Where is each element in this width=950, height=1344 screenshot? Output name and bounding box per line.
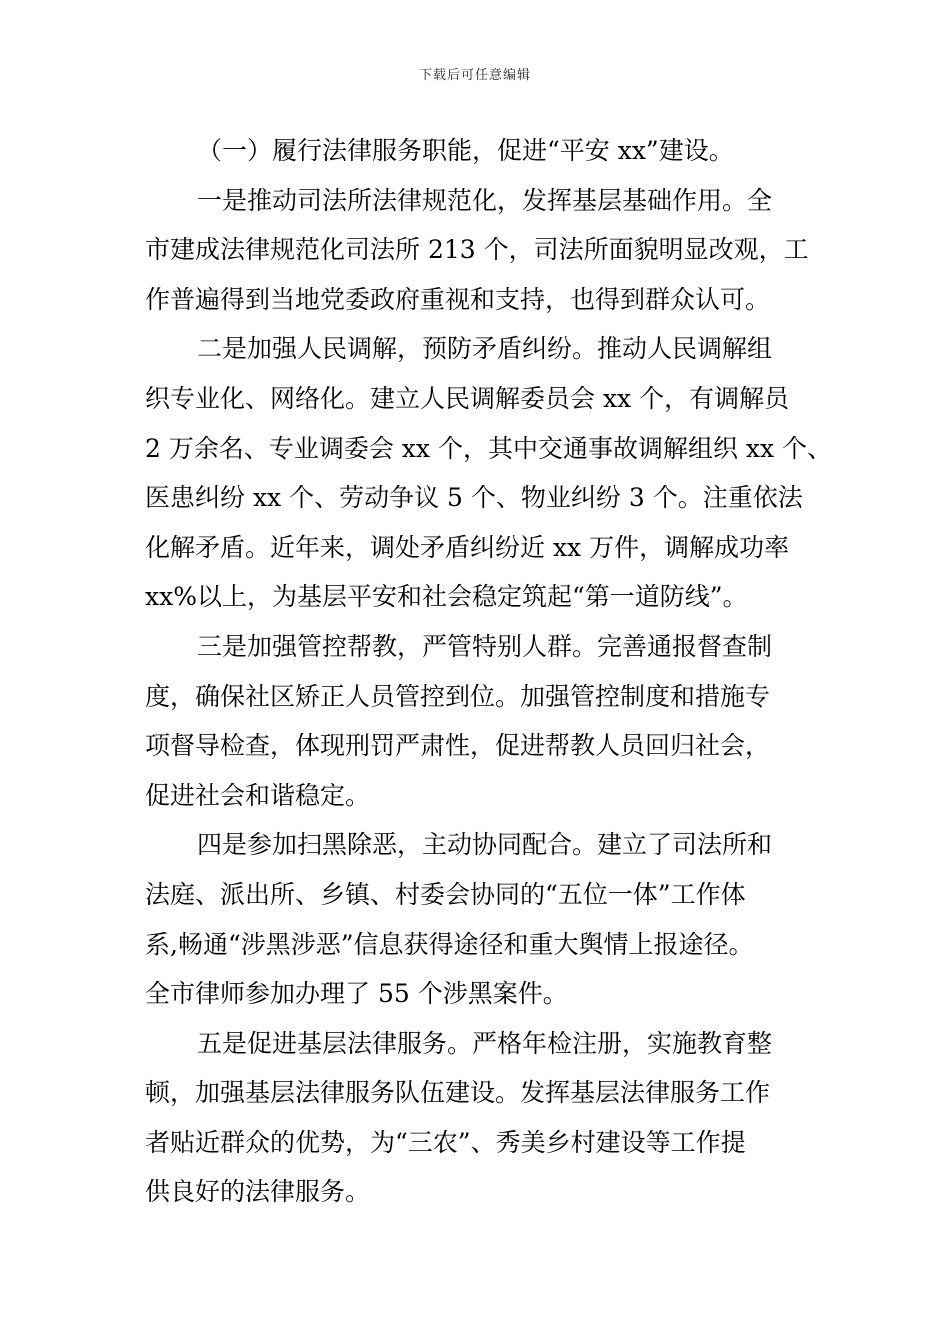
line-16: 法庭、派出所、乡镇、村委会协同的“五位一体”工作体 xyxy=(145,879,746,909)
line-5: 二是加强人民调解，预防矛盾纠纷。推动人民调解组 xyxy=(197,334,773,364)
line-15: 四是参加扫黑除恶，主动协同配合。建立了司法所和 xyxy=(197,830,773,860)
line-22: 供良好的法律服务。 xyxy=(145,1177,371,1207)
line-6: 织专业化、网络化。建立人民调解委员会 xx 个，有调解员 xyxy=(145,383,790,413)
line-17: 系,畅通“涉黑涉恶”信息获得途径和重大舆情上报途径。 xyxy=(145,929,754,959)
line-3: 市建成法律规范化司法所 213 个，司法所面貌明显改观，工 xyxy=(145,235,809,265)
line-20: 顿，加强基层法律服务队伍建设。发挥基层法律服务工作 xyxy=(145,1078,771,1108)
line-10: xx%以上，为基层平安和社会稳定筑起“第一道防线”。 xyxy=(145,582,748,612)
line-4: 作普遍得到当地党委政府重视和支持，也得到群众认可。 xyxy=(145,284,771,314)
line-12: 度，确保社区矫正人员管控到位。加强管控制度和措施专 xyxy=(145,681,771,711)
line-21: 者贴近群众的优势，为“三农”、秀美乡村建设等工作提 xyxy=(145,1127,746,1157)
line-7: 2 万余名、专业调委会 xx 个，其中交通事故调解组织 xx 个、 xyxy=(145,433,833,463)
document-body xyxy=(145,126,833,1217)
line-8: 医患纠纷 xx 个、劳动争议 5 个、物业纠纷 3 个。注重依法 xyxy=(145,483,803,513)
line-1: （一）履行法律服务职能，促进“平安 xx”建设。 xyxy=(197,136,734,165)
line-11: 三是加强管控帮教，严管特别人群。完善通报督查制 xyxy=(197,631,773,661)
line-14: 促进社会和谐稳定。 xyxy=(145,780,371,810)
line-9: 化解矛盾。近年来，调处矛盾纠纷近 xx 万件，调解成功率 xyxy=(145,532,790,562)
line-2: 一是推动司法所法律规范化，发挥基层基础作用。全 xyxy=(197,185,773,215)
line-18: 全市律师参加办理了 55 个涉黑案件。 xyxy=(145,979,568,1009)
line-19: 五是促进基层法律服务。严格年检注册，实施教育整 xyxy=(197,1028,773,1058)
page-header-note: 下载后可任意编辑 xyxy=(418,68,531,83)
line-13: 项督导检查，体现刑罚严肃性，促进帮教人员回归社会， xyxy=(145,731,771,761)
